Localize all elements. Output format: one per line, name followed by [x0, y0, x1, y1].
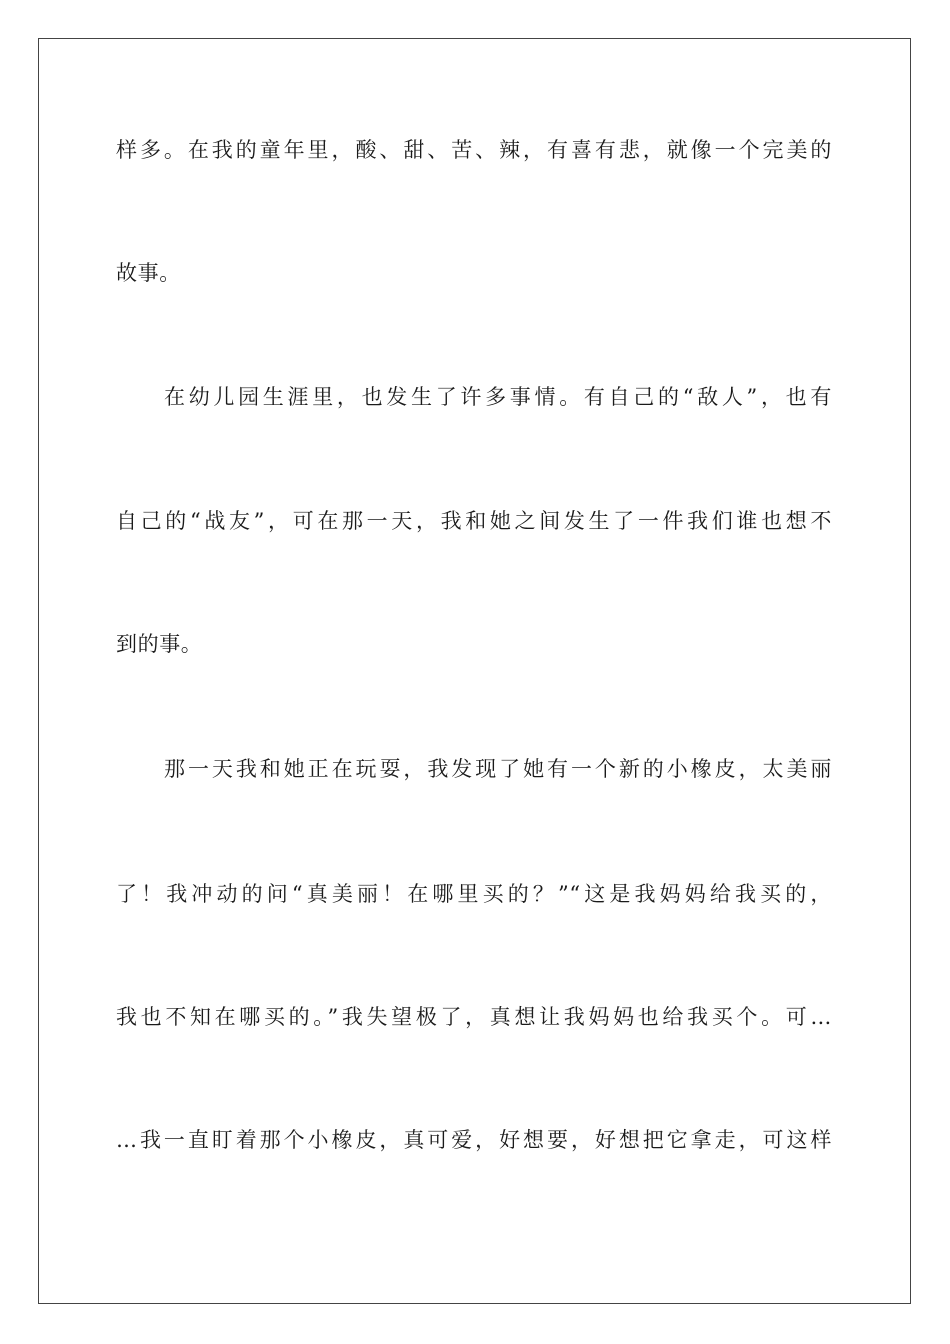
paragraph-start-line: 那一天我和她正在玩耍，我发现了她有一个新的小橡皮，太美丽	[164, 757, 832, 781]
text-line: 样多。在我的童年里，酸、甜、苦、辣，有喜有悲，就像一个完美的	[116, 138, 832, 162]
page-border	[38, 38, 911, 1304]
text-line: 了！我冲动的问“真美丽！在哪里买的？”“这是我妈妈给我买的，	[116, 882, 832, 906]
text-line: 故事。	[116, 261, 181, 285]
text-line: 我也不知在哪买的。”我失望极了，真想让我妈妈也给我买个。可…	[116, 1005, 832, 1029]
text-line: …我一直盯着那个小橡皮，真可爱，好想要，好想把它拿走，可这样	[116, 1128, 832, 1152]
paragraph-start-line: 在幼儿园生涯里，也发生了许多事情。有自己的“敌人”，也有	[164, 385, 832, 409]
text-line: 自己的“战友”，可在那一天，我和她之间发生了一件我们谁也想不	[116, 509, 832, 533]
text-line: 到的事。	[116, 632, 203, 656]
